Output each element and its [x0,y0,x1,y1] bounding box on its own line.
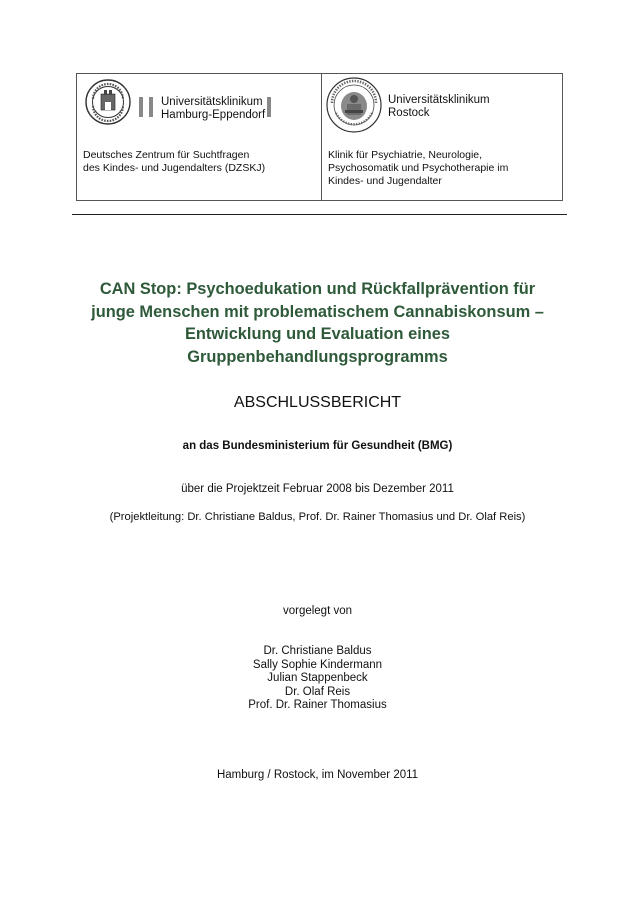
presented-by: vorgelegt von [282,605,353,617]
institution-line: Psychosomatik und Psychotherapie im [328,162,509,174]
author-name: Prof. Dr. Rainer Thomasius [248,699,387,712]
logo-name-line: Hamburg-Eppendorf [161,109,266,121]
author-name: Dr. Olaf Reis [284,685,351,698]
institution-line: Kindes- und Jugendalter [328,175,442,187]
logo-bar [139,97,143,117]
institution-line: des Kindes- und Jugendalters (DZSKJ) [83,162,266,174]
title-line: Entwicklung und Evaluation eines [184,325,451,344]
project-lead: (Projektleitung: Dr. Christiane Baldus, Prof. Dr. Rainer Thomasius und Dr. Olaf Reis) [109,511,526,523]
author-name: Julian Stappenbeck [267,672,368,685]
recipient-line: an das Bundesministerium für Gesundheit (BMG) [182,440,453,452]
header-rule [72,214,567,215]
author-list [0,645,635,713]
header-right-cell [322,74,563,200]
logo-name-uke [161,96,265,122]
logo-bar [267,97,271,117]
institution-line: Deutsches Zentrum für Suchtfragen [83,149,250,161]
project-period: über die Projektzeit Februar 2008 bis Dezember 2011 [181,483,454,495]
title-line: Gruppenbehandlungsprogramms [187,347,448,366]
author-name: Dr. Christiane Baldus [263,645,372,657]
logo-name-line: Universitätsklinikum [388,94,490,106]
institution-rostock-clinic [328,149,508,188]
institution-line: Klinik für Psychiatrie, Neurologie, [328,149,483,161]
report-label: ABSCHLUSSBERICHT [233,394,402,411]
logo-name-line: Universitätsklinikum [161,96,263,108]
institution-dzskj [83,149,265,175]
header-left-cell [77,74,321,200]
place-date: Hamburg / Rostock, im November 2011 [216,769,419,781]
author-name: Sally Sophie Kindermann [252,658,383,671]
logo-name-line: Rostock [388,107,430,119]
logo-bar [149,97,153,117]
university-seal-icon [326,77,382,133]
title-line: CAN Stop: Psychoedukation und Rückfallprävention für [99,280,536,298]
header-box [76,73,563,201]
university-seal-icon [85,79,131,125]
document-title [40,278,595,368]
title-line: junge Menschen mit problematischem Cannabiskonsum – [91,302,544,321]
logo-name-rostock [388,94,490,120]
